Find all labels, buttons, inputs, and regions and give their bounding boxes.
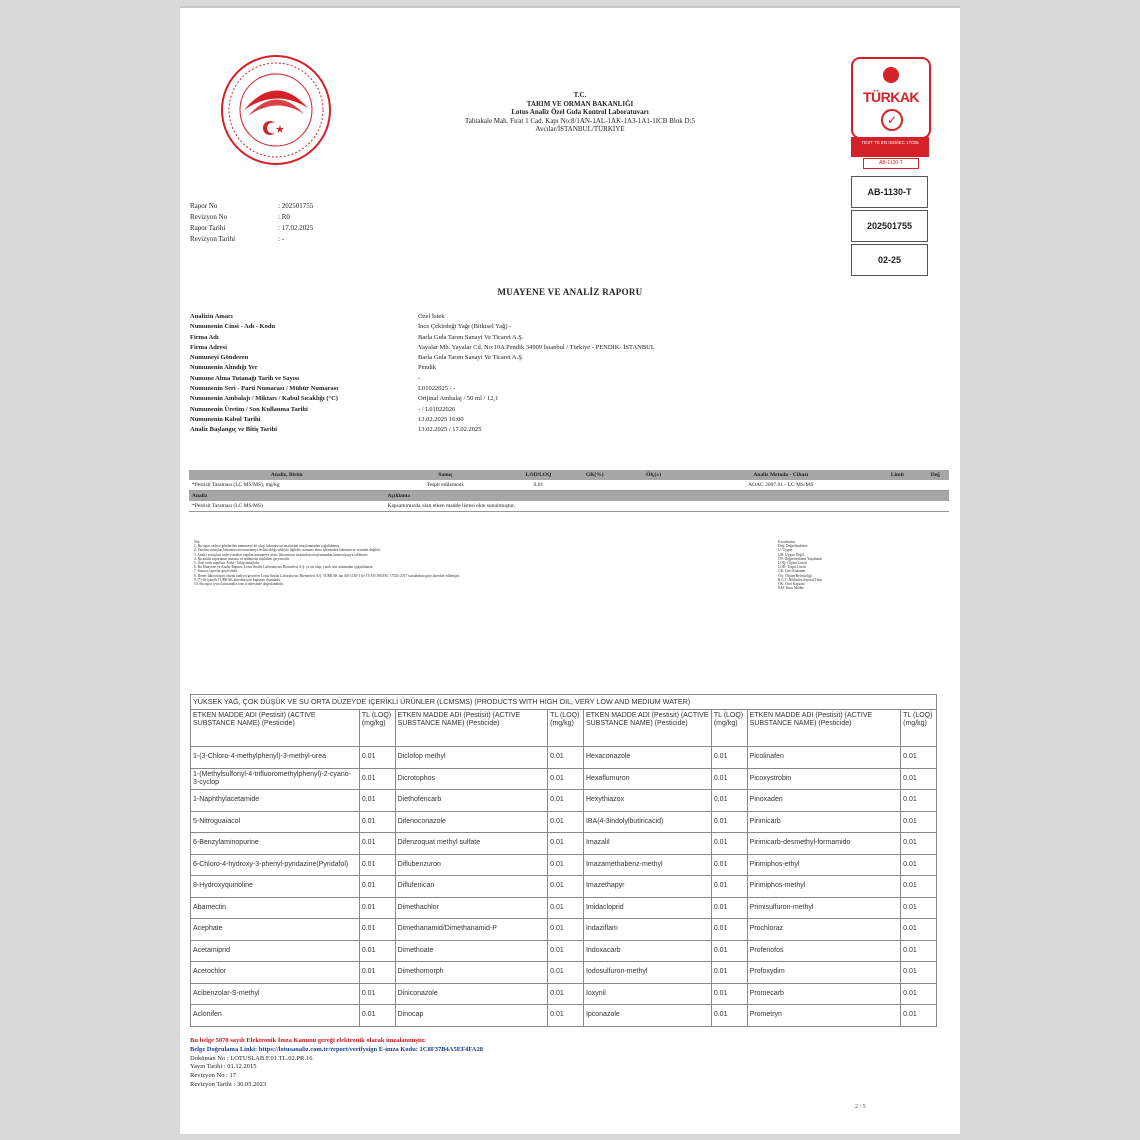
pesticide-name-header: ETKEN MADDE ADI (Pestisit) (ACTIVE SUBSTANCE NAME) (Pesticide) — [191, 710, 360, 747]
pesticide-limit-cell: 0.01 — [359, 790, 395, 812]
table-row — [191, 897, 937, 919]
meta-value: : - — [278, 235, 285, 243]
turkak-frame — [851, 57, 931, 139]
info-label: Numunenin Ambalajı / Miktarı / Kabul Sıcaklığı (°C) — [190, 395, 338, 403]
report-meta — [190, 201, 313, 245]
results-row — [189, 501, 949, 512]
verification-link[interactable]: Belge Doğrulama Linki: https://lotusanaliz.com.tr/report/verifysign E-imza Kodu: 1C8F37B4A5EF4FA28 — [190, 1045, 483, 1053]
pesticide-name-cell: Diflubenzuron — [395, 854, 547, 876]
results-table — [189, 470, 949, 512]
turkak-check-icon: ✓ — [881, 109, 903, 131]
pesticide-name-header: ETKEN MADDE ADI (Pestisit) (ACTIVE SUBSTANCE NAME) (Pesticide) — [395, 710, 547, 747]
sample-info — [190, 312, 938, 436]
pesticide-name-cell: Aclonifen — [191, 1005, 360, 1027]
table-row — [191, 1005, 937, 1027]
turkak-code: AB-1130-T — [863, 158, 919, 169]
table-row — [191, 790, 937, 812]
table-row — [191, 876, 937, 898]
table-row — [191, 747, 937, 769]
pesticide-limit-cell: 0.01 — [711, 897, 747, 919]
pesticide-name-cell: Abamectin — [191, 897, 360, 919]
meta-value: : 17.02.2025 — [278, 224, 314, 232]
pesticide-limit-cell: 0.01 — [901, 919, 937, 941]
pesticide-limit-cell: 0.01 — [548, 833, 584, 855]
pesticide-name-cell: Iodosulfuron-methyl — [583, 962, 711, 984]
pesticide-limit-cell: 0.01 — [901, 854, 937, 876]
pesticide-name-cell: 8-Hydroxyquinoline — [191, 876, 360, 898]
pesticide-name-cell: Dimethachlor — [395, 897, 547, 919]
pesticide-name-cell: Ipconazole — [583, 1005, 711, 1027]
pesticide-limit-header: TL (LOQ) (mg/kg) — [548, 710, 584, 747]
pesticide-limit-cell: 0.01 — [548, 983, 584, 1005]
pesticide-limit-cell: 0.01 — [711, 940, 747, 962]
info-value: Yayalar Mh. Yayalar Cd. No:10A Pendik 34909 İstanbul / Türkiye - PENDİK- İSTANBUL — [418, 343, 655, 351]
abbr-line: GK: Geri Kazanım — [778, 569, 806, 574]
results-header: Sonuç — [385, 470, 507, 480]
pesticide-limit-cell: 0.01 — [359, 983, 395, 1005]
note-line: 4. Bu analiz raporunun imzasız ve mühürsüz nüshaları geçersizdir. — [194, 556, 290, 561]
note-line: 10. Bu rapor www.lotusanaliz.com.tr adresinde doğrulanabilir. — [194, 582, 284, 587]
note-line: 8. Deney laboratuvarı olarak faaliyet gösteren Lotus Analiz Laboratuvarı Hizmetleri A.Ş. TÜRKAK tan AB-1130-T ile TS EN ISO/IEC 17025:2017 standardına göre akredite edilmiştir. — [194, 573, 460, 578]
results-cell: Kapsamımızda olan etken madde listesi ekte sunulmuştur. — [387, 503, 516, 509]
pesticide-name-cell: Acetamiprid — [191, 940, 360, 962]
results-cell: Tespit edilemedi. — [426, 482, 465, 488]
code-box: 202501755 — [851, 210, 928, 242]
meta-value: : R0 — [278, 213, 290, 221]
results-cell: AOAC 2007.01 - LC MS/MS — [748, 482, 814, 488]
results-header: Analiz — [189, 491, 385, 502]
meta-label: Revizyon No — [190, 213, 228, 221]
table-row — [191, 811, 937, 833]
pesticide-limit-cell: 0.01 — [359, 940, 395, 962]
pesticide-name-cell: Difenzoquat methyl sulfate — [395, 833, 547, 855]
pesticide-limit-cell: 0.01 — [359, 897, 395, 919]
pesticide-limit-cell: 0.01 — [711, 811, 747, 833]
meta-label: Revizyon Tarihi — [190, 235, 236, 243]
results-header: GK(%) — [571, 470, 619, 480]
notes-title: Not: — [194, 540, 201, 544]
pesticide-limit-cell: 0.01 — [359, 1005, 395, 1027]
doc-info-line: Revizyon No : 17 — [190, 1072, 237, 1080]
pesticide-limit-cell: 0.01 — [548, 811, 584, 833]
info-label: Analizin Amacı — [190, 313, 233, 320]
pesticide-limit-cell: 0.01 — [711, 983, 747, 1005]
pesticide-limit-cell: 0.01 — [901, 747, 937, 769]
doc-info-line: Doküman No : LOTUSLAB.F.01.TL.02.PR.16 — [190, 1054, 313, 1062]
pesticide-limit-cell: 0.01 — [359, 747, 395, 769]
pesticide-name-cell: Promecarb — [747, 983, 900, 1005]
page-number: 2 / 5 — [855, 1104, 866, 1110]
pesticide-name-cell: Ioxynil — [583, 983, 711, 1005]
pesticide-limit-cell: 0.01 — [901, 897, 937, 919]
lab-header — [405, 91, 755, 134]
info-value: - — [418, 374, 421, 382]
results-header: Analiz, Birim — [189, 470, 385, 480]
pesticide-name-cell: 1-Naphthylacetamide — [191, 790, 360, 812]
meta-value: : 202501755 — [278, 202, 314, 210]
pesticide-name-cell: Dinocap — [395, 1005, 547, 1027]
pesticide-name-cell: Pirimicarb — [747, 811, 900, 833]
header-ministry: TARIM VE ORMAN BAKANLIĞI — [526, 99, 634, 108]
pesticide-limit-cell: 0.01 — [711, 768, 747, 790]
meta-label: Rapor Tarihi — [190, 224, 226, 232]
abbreviations — [778, 540, 928, 590]
info-value: 13.02.2025 16:00 — [418, 415, 464, 423]
abbr-title: Kısaltmalar: — [778, 540, 796, 544]
pesticide-name-cell: Dicrotophos — [395, 768, 547, 790]
table-row — [191, 940, 937, 962]
pesticide-name-cell: 6-Chloro-4-hydroxy-3-phenyl-pyridazine(Pyridafol) — [191, 854, 360, 876]
results-cell — [922, 480, 949, 491]
info-label: Numunenin Cinsi - Adı - Kodu — [190, 323, 276, 331]
info-value: İnce Çekirdeği Yağı (Bitkisel Yağ) - — [418, 323, 512, 331]
turkak-band: TEST TS EN ISO/IEC 17025 — [851, 137, 929, 157]
pesticide-limit-cell: 0.01 — [901, 811, 937, 833]
pesticide-limit-cell: 0.01 — [711, 962, 747, 984]
pesticide-table — [190, 694, 937, 1027]
pesticide-limit-cell: 0.01 — [711, 854, 747, 876]
pesticide-limit-cell: 0.01 — [901, 940, 937, 962]
pesticide-limit-cell: 0.01 — [359, 854, 395, 876]
results-header: Ölç(±) — [619, 470, 688, 480]
pesticide-name-cell: Dimethomorph — [395, 962, 547, 984]
header-lab: Lotus Analiz Özel Gıda Kontrol Laboratuvarı — [511, 108, 649, 116]
abbr-line: Değ: Değerlendirme — [778, 544, 808, 549]
code-box: AB-1130-T — [851, 176, 928, 208]
pesticide-name-header: ETKEN MADDE ADI (Pestisit) (ACTIVE SUBSTANCE NAME) (Pesticide) — [747, 710, 900, 747]
pesticide-name-cell: Diclofop methyl — [395, 747, 547, 769]
pesticide-limit-cell: 0.01 — [548, 876, 584, 898]
abbr-line: LOD: Tespit Limiti — [778, 565, 806, 570]
pesticide-name-cell: Primisulfuron-methyl — [747, 897, 900, 919]
info-value: - / L01022026 — [418, 405, 456, 413]
e-signature-notice: Bu belge 5070 sayılı Elektronik İmza Kanunu gereği elektronik olarak imzalanmıştır. — [190, 1037, 426, 1044]
pesticide-limit-cell: 0.01 — [548, 897, 584, 919]
pesticide-limit-header: TL (LOQ) (mg/kg) — [901, 710, 937, 747]
info-value: Pendik — [418, 364, 437, 372]
abbr-line: ÖY: Değerlendirme Yapılmadı — [778, 556, 822, 561]
pesticide-name-cell: Imidacloprid — [583, 897, 711, 919]
table-row — [191, 962, 937, 984]
pesticide-limit-cell: 0.01 — [711, 833, 747, 855]
header-tc: T.C. — [573, 91, 587, 99]
info-label: Analiz Başlangıç ve Bitiş Tarihi — [190, 426, 278, 434]
abbr-line: UD: Uygun Değil — [778, 552, 804, 557]
pesticide-limit-cell: 0.01 — [548, 919, 584, 941]
pesticide-name-cell: Acephate — [191, 919, 360, 941]
info-label: Numunenin Seri - Parti Numarası / Mühür Numarası — [190, 385, 339, 393]
pesticide-name-cell: 6-Benzylaminopurine — [191, 833, 360, 855]
info-value: Barla Gıda Tarım Sanayi Ve Ticaret A.Ş. — [418, 333, 524, 341]
pesticide-limit-cell: 0.01 — [548, 747, 584, 769]
results-header: Limit — [873, 470, 921, 480]
pesticide-name-cell: Pirimicarb-desmethyl-formamido — [747, 833, 900, 855]
pesticide-limit-cell: 0.01 — [548, 854, 584, 876]
results-row — [189, 480, 949, 491]
doc-info-line: Yayın Tarihi : 01.12.2015 — [190, 1063, 257, 1071]
pesticide-name-cell: Acetochlor — [191, 962, 360, 984]
results-cell — [619, 480, 688, 491]
pesticide-limit-cell: 0.01 — [359, 962, 395, 984]
abbr-line: B.G.T: Bildirilen Sayısal Tutar — [778, 577, 823, 582]
pesticide-name-cell: Dimethoate — [395, 940, 547, 962]
pesticide-name-cell: Dimethanamid/Dimethanamid-P — [395, 919, 547, 941]
top-rule — [180, 6, 960, 8]
pesticide-table-caption: YÜKSEK YAĞ, ÇOK DÜŞÜK VE SU ORTA DÜZEYDE İÇERİKLİ ÜRÜNLER (LCMSMS) (PRODUCTS WITH HIGH OIL, VERY LOW AND MEDIUM WATER) — [191, 695, 937, 710]
pesticide-name-cell: Hexaconazole — [583, 747, 711, 769]
pesticide-limit-cell: 0.01 — [901, 983, 937, 1005]
pesticide-name-cell: Diniconazole — [395, 983, 547, 1005]
pesticide-name-cell: Profenofos — [747, 940, 900, 962]
table-row — [191, 983, 937, 1005]
pesticide-name-header: ETKEN MADDE ADI (Pestisit) (ACTIVE SUBSTANCE NAME) (Pesticide) — [583, 710, 711, 747]
pesticide-limit-cell: 0.01 — [548, 768, 584, 790]
pesticide-limit-cell: 0.01 — [711, 876, 747, 898]
pesticide-name-cell: Picoxystrobin — [747, 768, 900, 790]
info-label: Numunenin Üretim / Son Kullanma Tarihi — [190, 405, 308, 413]
abbr-line: KM: Kuru Madde — [778, 586, 804, 591]
info-label: Firma Adı — [190, 333, 219, 341]
turkak-crescent-icon — [883, 67, 899, 83]
results-cell: *Pestisit Taraması (LC MS/MS) — [192, 503, 263, 509]
pesticide-name-cell: Indoxacarb — [583, 940, 711, 962]
pesticide-limit-header: TL (LOQ) (mg/kg) — [711, 710, 747, 747]
results-cell: *Pestisit Taraması (LC MS/MS), mg/kg — [192, 482, 280, 488]
table-row — [191, 833, 937, 855]
pesticide-name-cell: Imazalil — [583, 833, 711, 855]
pesticide-limit-cell: 0.01 — [711, 790, 747, 812]
code-box: 02-25 — [851, 244, 928, 276]
pesticide-name-cell: Picolinafen — [747, 747, 900, 769]
pesticide-name-cell: Indaziflam — [583, 919, 711, 941]
pesticide-name-cell: Imazamethabenz-methyl — [583, 854, 711, 876]
ministry-seal-icon — [220, 54, 332, 166]
pesticide-name-cell: Pirimiphos-methyl — [747, 876, 900, 898]
notes — [194, 540, 754, 586]
pesticide-name-cell: 1-(Methylsulfonyl-4-trifluoromethylphenyl)-2-cyano-3-cyclop — [191, 768, 360, 790]
pesticide-name-cell: Diethofencarb — [395, 790, 547, 812]
info-value: Orijinal Ambalaj / 50 ml / 12,1 — [418, 395, 499, 403]
pesticide-limit-cell: 0.01 — [901, 1005, 937, 1027]
pesticide-name-cell: Pinoxaden — [747, 790, 900, 812]
pesticide-limit-cell: 0.01 — [901, 790, 937, 812]
turkak-logo — [851, 57, 929, 169]
pesticide-limit-cell: 0.01 — [711, 1005, 747, 1027]
table-row — [191, 919, 937, 941]
turkak-brand: TÜRKAK — [862, 89, 920, 105]
table-row — [191, 854, 937, 876]
pesticide-limit-cell: 0.01 — [548, 962, 584, 984]
pesticide-limit-cell: 0.01 — [359, 833, 395, 855]
pesticide-name-cell: Difenoconazole — [395, 811, 547, 833]
meta-label: Rapor No — [190, 202, 218, 210]
results-cell — [873, 480, 921, 491]
abbr-line: ÖK: Özel Kapsam — [778, 582, 805, 587]
pesticide-limit-cell: 0.01 — [548, 1005, 584, 1027]
note-line: 7. Sonucu raporlar geçersizdir. — [194, 569, 239, 574]
note-line: 9. (*) ile işaretli TÜRKAK akreditasyon kapsamı dışındadır. — [194, 577, 281, 582]
pesticide-name-cell: Prometryn — [747, 1005, 900, 1027]
pesticide-name-cell: 1-(3-Chloro-4-methylphenyl)-3-methyl-urea — [191, 747, 360, 769]
results-header: LOD/LOQ — [506, 470, 570, 480]
info-label: Numune Alma Tutanağı Tarih ve Sayısı — [190, 374, 299, 382]
note-line: 5. Özel istek raporları Ardıl - Takip amaçlıdır. — [194, 561, 260, 566]
pesticide-limit-cell: 0.01 — [548, 940, 584, 962]
pesticide-limit-cell: 0.01 — [359, 768, 395, 790]
table-row — [191, 768, 937, 790]
pesticide-limit-cell: 0.01 — [359, 919, 395, 941]
pesticide-limit-cell: 0.01 — [901, 876, 937, 898]
pesticide-limit-cell: 0.01 — [901, 833, 937, 855]
pesticide-limit-cell: 0.01 — [901, 962, 937, 984]
pesticide-limit-header: TL (LOQ) (mg/kg) — [359, 710, 395, 747]
pesticide-name-cell: Hexaflumuron — [583, 768, 711, 790]
pesticide-name-cell: Acibenzolar-S-methyl — [191, 983, 360, 1005]
info-label: Firma Adresi — [190, 343, 227, 351]
header-address-1: Tahtakale Mah. Fırat 1 Cad. Kapı No:8/1AN-1AL-1AK-1A3-1A1-1ICB Blok D:5 — [464, 116, 696, 125]
abbr-line: Ölç: Ölçüm Belirsizliği — [778, 573, 812, 578]
pesticide-limit-cell: 0.01 — [711, 919, 747, 941]
pesticide-name-cell: IBA(4-3indolylbutiricacid) — [583, 811, 711, 833]
results-cell — [571, 480, 619, 491]
abbr-line: LOQ: Ölçüm Limiti — [778, 561, 807, 566]
info-label: Numunenin Alındığı Yer — [190, 364, 258, 372]
pesticide-name-cell: Imazethapyr — [583, 876, 711, 898]
results-header: Açıklama — [385, 491, 949, 502]
pesticide-name-cell: 5-Nitroguaiacol — [191, 811, 360, 833]
pesticide-name-cell: Diflufenican — [395, 876, 547, 898]
pesticide-name-cell: Hexythiazox — [583, 790, 711, 812]
pesticide-limit-cell: 0.01 — [901, 768, 937, 790]
note-line: 2. Yazılım sonuçlar, laboratuvarın numuneyi teslim aldığı şekliyle ilgilidir; numune alma işleminden laboratuvar sorumlu değildir. — [194, 548, 382, 553]
pesticide-limit-cell: 0.01 — [359, 876, 395, 898]
note-line: 3. Analiz sonuçları sadece analizi yapılan numuneye aittir, laboratuvar tarafından onaylanmadan kısmen kopya edilemez. — [194, 552, 369, 557]
doc-info-line: Revizyon Tarihi : 30.05.2023 — [190, 1080, 267, 1088]
accreditation-code-boxes — [851, 176, 928, 278]
info-value: L01022025 / - — [418, 385, 456, 393]
note-line: 1. Bu rapor sadece gönderilen numuneye ait olup, laboratuvar tarafından onaylanmadan çoğaltılamaz. — [194, 544, 341, 549]
results-header: Değ — [922, 470, 949, 480]
abbr-line: U: Uygun — [778, 548, 793, 553]
header-address-2: Avcılar/İSTANBUL/TÜRKİYE — [535, 125, 625, 133]
report-title: MUAYENE VE ANALİZ RAPORU — [497, 287, 643, 297]
report-page — [180, 6, 960, 1134]
pesticide-name-cell: Prochloraz — [747, 919, 900, 941]
info-value: Özel İstek — [418, 313, 445, 320]
pesticide-name-cell: Pirimiphos-ethyl — [747, 854, 900, 876]
info-value: Barla Gıda Tarım Sanayi Ve Ticaret A.Ş. — [418, 354, 524, 362]
results-cell: 0,01 — [533, 482, 544, 488]
results-header: Analiz Metodu - Cihazı — [688, 470, 873, 480]
info-label: Numuneyi Gönderen — [190, 354, 249, 362]
info-label: Numunenin Kabul Tarihi — [190, 415, 261, 423]
note-line: 6. Bu Muayene ve Analiz Raporu, Lotus Analiz Laboratuvarı Hizmetleri A.Ş. ye ait olup, yazılı izin alınmadan çoğaltılamaz. — [194, 565, 374, 570]
pesticide-limit-cell: 0.01 — [359, 811, 395, 833]
pesticide-limit-cell: 0.01 — [711, 747, 747, 769]
info-value: 13.02.2025 / 17.02.2025 — [418, 426, 482, 434]
pesticide-name-cell: Profoxydim — [747, 962, 900, 984]
pesticide-limit-cell: 0.01 — [548, 790, 584, 812]
footer — [190, 1037, 483, 1090]
